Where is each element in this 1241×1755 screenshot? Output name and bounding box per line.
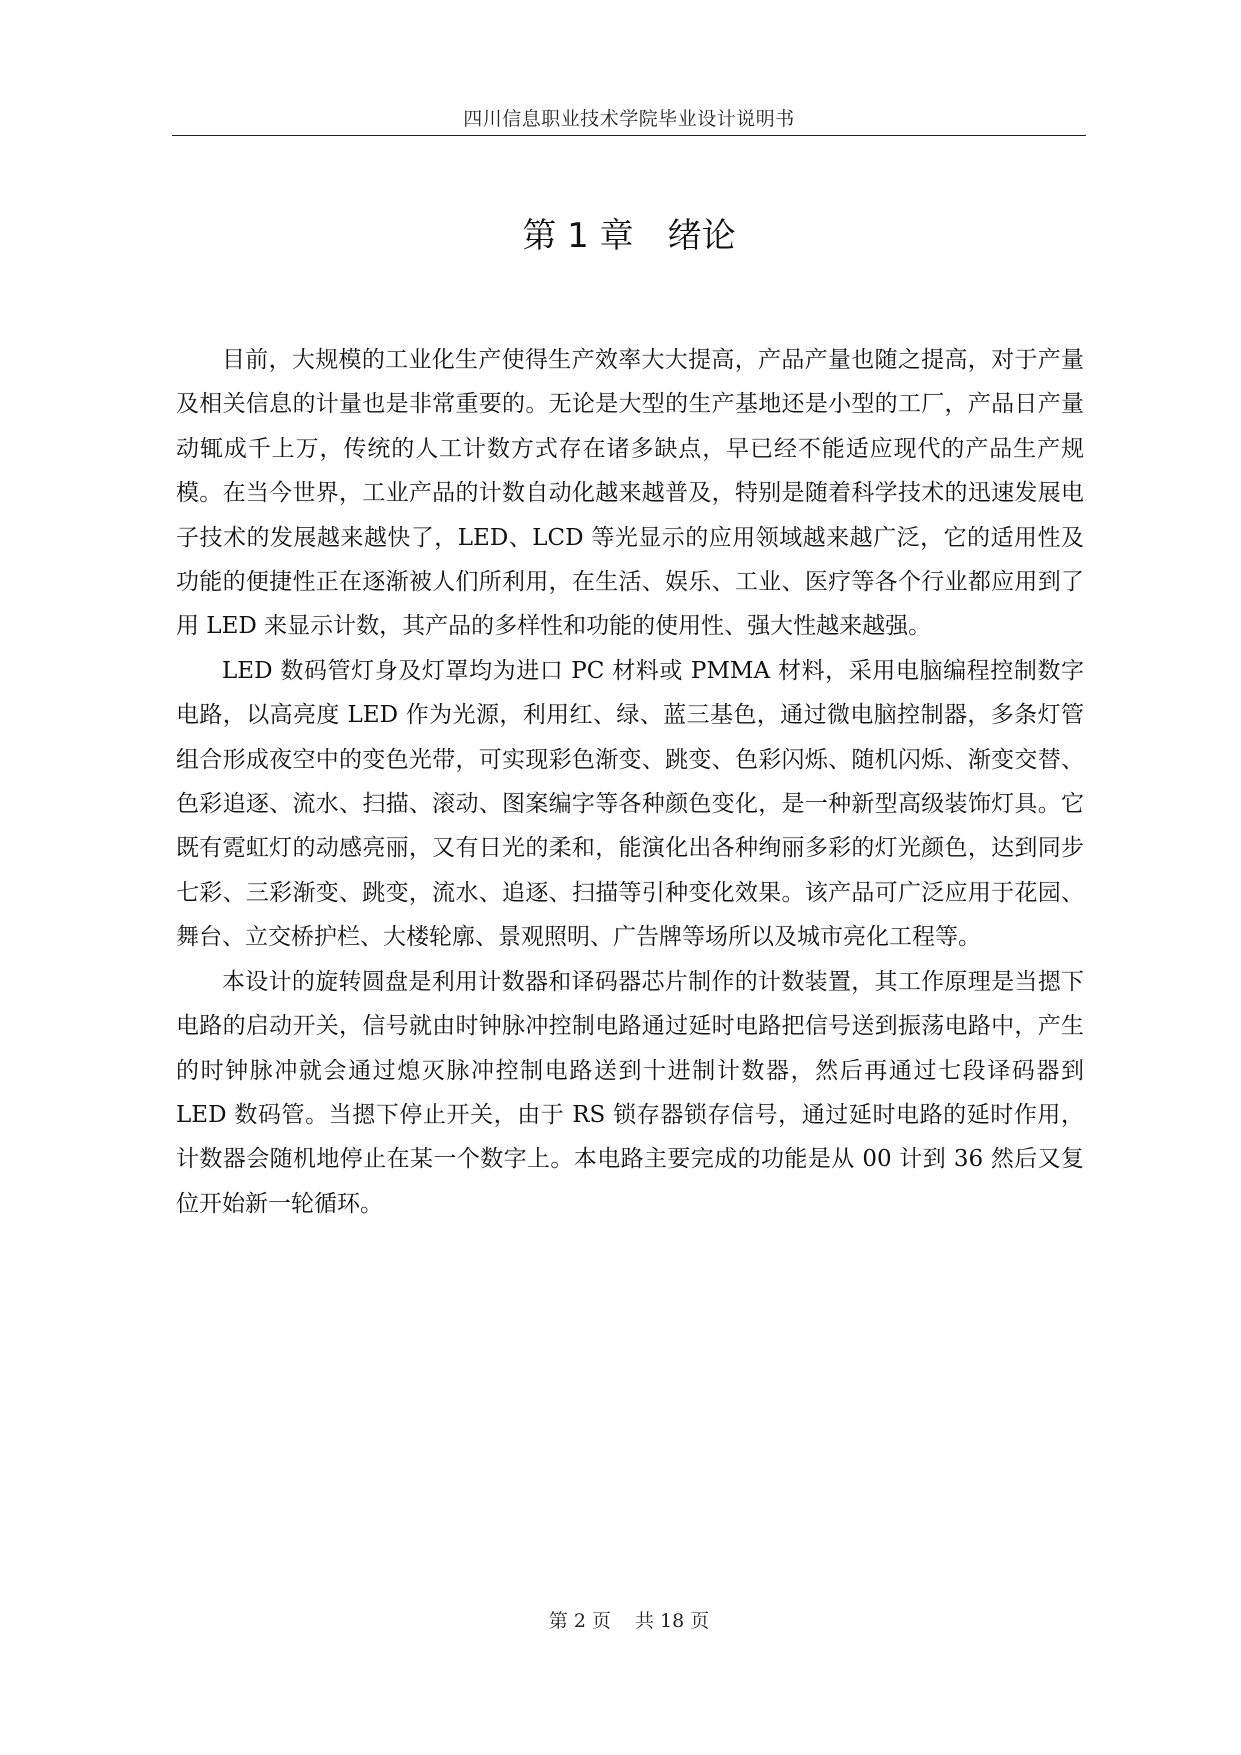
header-rule [172,135,1086,136]
chapter-number: 第 1 章 [522,216,634,256]
page-footer [172,1606,1086,1633]
running-header: 四川信息职业技术学院毕业设计说明书 [463,108,795,130]
paragraph: 本设计的旋转圆盘是利用计数器和译码器芯片制作的计数装置，其工作原理是当摁下电路的启动开关，信号就由时钟脉冲控制电路通过延时电路把信号送到振荡电路中，产生的时钟脉冲就会通过熄灭脉冲控制电路送到十进制计数器，然后再通过七段译码器到 LED 数码管。当摁下停止开关，由于 RS 锁存器锁存信号，通过延时电路的延时作用，计数器会随机地停止在某一个数字上。本电路主要完成的功能是从 00 计到 36 然后又复位开始新一轮循环。 [176,968,1084,1217]
paragraph: 目前，大规模的工业化生产使得生产效率大大提高，产品产量也随之提高，对于产量及相关信息的计量也是非常重要的。无论是大型的生产基地还是小型的工厂，产品日产量动辄成千上万，传统的人工计数方式存在诸多缺点，早已经不能适应现代的产品生产规模。在当今世界，工业产品的计数自动化越来越普及，特别是随着科学技术的迅速发展电子技术的发展越来越快了，LED、LCD 等光显示的应用领域越来越广泛，它的适用性及功能的便捷性正在逐渐被人们所利用，在生活、娱乐、工业、医疗等各个行业都应用到了用 LED 来显示计数，其产品的多样性和功能的使用性、强大性越来越强。 [176,347,1084,640]
page-total: 共 18 页 [634,1610,710,1632]
body-text [176,338,1084,1226]
chapter-name: 绪论 [667,216,736,256]
page-number: 第 2 页 [548,1610,611,1632]
paragraph: LED 数码管灯身及灯罩均为进口 PC 材料或 PMMA 材料，采用电脑编程控制数字电路，以高亮度 LED 作为光源，利用红、绿、蓝三基色，通过微电脑控制器，多条灯管组合形成夜空中的变色光带，可实现彩色渐变、跳变、色彩闪烁、随机闪烁、渐变交替、色彩追逐、流水、扫描、滚动、图案编字等各种颜色变化，是一种新型高级装饰灯具。它既有霓虹灯的动感亮丽，又有日光的柔和，能演化出各种绚丽多彩的灯光颜色，达到同步七彩、三彩渐变、跳变，流水、追逐、扫描等引种变化效果。该产品可广泛应用于花园、舞台、立交桥护栏、大楼轮廓、景观照明、广告牌等场所以及城市亮化工程等。 [176,657,1084,951]
chapter-title [172,208,1086,257]
